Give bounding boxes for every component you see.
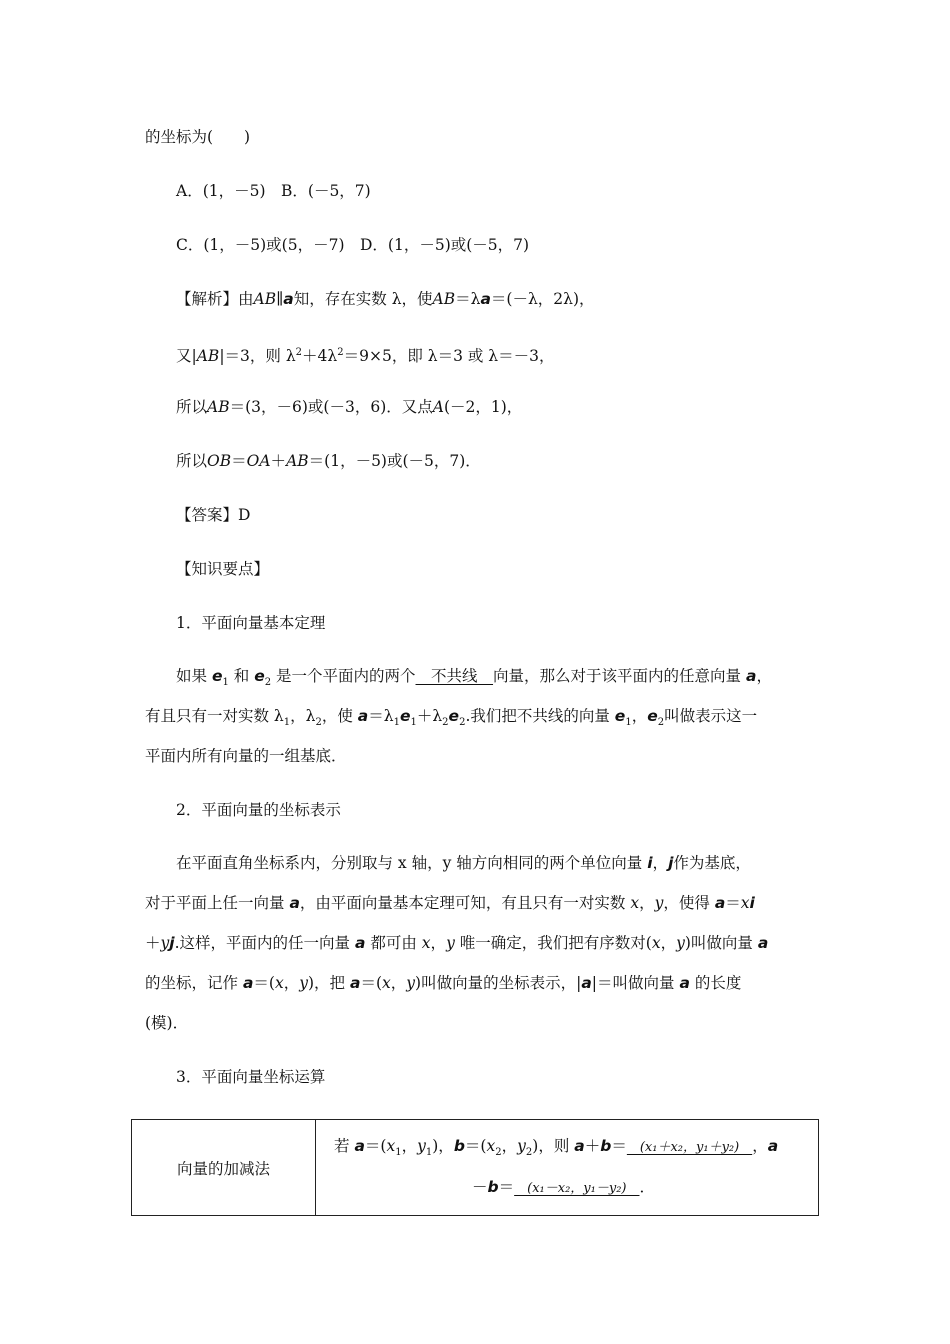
- section-2-line-2: [145, 893, 755, 913]
- text: ＋: [584, 1136, 601, 1155]
- text: 作为基底，: [673, 854, 751, 872]
- subscript: 2: [657, 717, 665, 729]
- var-y: y: [517, 1136, 526, 1155]
- text: ，: [631, 707, 648, 725]
- vector-ob: OB: [207, 452, 232, 470]
- table-line-2: [334, 1170, 800, 1206]
- vector-a: a: [679, 974, 690, 992]
- var-y: y: [654, 894, 664, 912]
- var-y: y: [676, 934, 685, 952]
- vector-b: b: [600, 1136, 612, 1155]
- text: 的坐标，记作: [145, 974, 243, 992]
- vector-a: a: [714, 894, 726, 912]
- text: 是一个平面内的两个: [271, 667, 416, 685]
- text: 叫做表示这一: [664, 707, 758, 725]
- vector-a: a: [757, 934, 769, 952]
- section-2-line-5: (模)．: [145, 1014, 189, 1032]
- vector-e: e: [614, 707, 626, 725]
- text: 若: [334, 1136, 355, 1155]
- section-1-title: 1．平面向量基本定理: [176, 614, 326, 632]
- var-x: x: [740, 894, 750, 912]
- fill-blank-noncollinear: 不共线: [415, 667, 494, 685]
- vector-ab: AB: [207, 398, 230, 416]
- options-a-b: A．(1，－5) B．(－5，7): [176, 182, 371, 200]
- text: ＝(: [464, 1136, 487, 1155]
- vector-e: e: [211, 667, 223, 685]
- var-y: y: [160, 934, 170, 952]
- unit-vector-i: i: [647, 854, 653, 872]
- vector-a: a: [767, 1136, 779, 1155]
- analysis-line-1: [176, 289, 595, 309]
- vector-a: a: [349, 974, 361, 992]
- row-content: [316, 1120, 819, 1216]
- subscript: 1: [625, 717, 632, 729]
- text: ，: [652, 854, 669, 872]
- text: 又|: [176, 347, 197, 366]
- subscript: 2: [264, 677, 272, 689]
- text: |＝叫做向量: [591, 974, 680, 992]
- vector-ab: AB: [286, 452, 309, 470]
- var-x: x: [274, 974, 284, 992]
- answer-line: [176, 505, 250, 525]
- question-stem-tail: 的坐标为( ): [145, 128, 251, 146]
- text: ＝(: [364, 1136, 387, 1155]
- vector-a: a: [354, 1136, 365, 1155]
- text: 所以: [176, 452, 208, 470]
- text: )，则: [532, 1136, 575, 1155]
- var-x: x: [486, 1136, 496, 1155]
- subscript: 1: [410, 717, 417, 729]
- text: ＋: [270, 452, 287, 470]
- text: ＝λ: [455, 290, 481, 308]
- var-y: y: [417, 1136, 426, 1155]
- vector-e: e: [448, 707, 460, 725]
- subscript: 2: [442, 717, 449, 729]
- answer-value: D: [238, 506, 251, 524]
- section-2-title: 2．平面向量的坐标表示: [176, 801, 341, 819]
- subscript: 2: [459, 717, 466, 729]
- subscript: 1: [283, 717, 291, 729]
- table-line-1: [334, 1129, 800, 1170]
- text: ，: [752, 1136, 768, 1155]
- text: ＋: [145, 934, 161, 952]
- section-1-line-1: [176, 666, 772, 693]
- text: 知，存在实数 λ，使: [293, 290, 433, 308]
- section-3-title: 3．平面向量坐标运算: [176, 1068, 326, 1086]
- text: ，: [501, 1136, 518, 1155]
- text: 如果: [176, 667, 212, 685]
- analysis-tag: 【解析】: [176, 290, 239, 308]
- section-1-line-3: 平面内所有向量的一组基底．: [145, 747, 347, 765]
- text: .我们把不共线的向量: [465, 707, 615, 725]
- text: ＝: [725, 894, 741, 912]
- var-y: y: [406, 974, 416, 992]
- text: ，: [639, 894, 655, 912]
- text: (－2，1)，: [443, 398, 523, 416]
- vector-a: a: [289, 894, 300, 912]
- text: ，由平面向量基本定理可知，有且只有一对实数: [299, 894, 631, 912]
- text: .这样，平面内的任一向量: [174, 934, 355, 952]
- vector-a: a: [283, 290, 294, 308]
- text: 对于平面上任一向量: [145, 894, 290, 912]
- text: ，使: [321, 707, 358, 725]
- text: )，: [432, 1136, 454, 1155]
- text: ，: [390, 974, 407, 992]
- text: ＝(1，－5)或(－5，7)．: [308, 452, 481, 470]
- text: ＋λ: [416, 707, 443, 725]
- analysis-line-3: [176, 397, 522, 417]
- var-y: y: [446, 934, 455, 952]
- unit-vector-j: j: [169, 934, 175, 952]
- vector-ab: AB: [432, 290, 456, 308]
- text: 在平面直角坐标系内，分别取与 x 轴，y 轴方向相同的两个单位向量: [176, 854, 648, 872]
- text: 唯一确定，我们把有序数对(: [454, 934, 652, 952]
- subscript: 2: [315, 717, 322, 729]
- text: 有且只有一对实数 λ: [145, 707, 284, 725]
- text: 都可由: [365, 934, 422, 952]
- text: ＝(: [253, 974, 275, 992]
- var-x: x: [386, 1136, 396, 1155]
- vector-b: b: [487, 1178, 499, 1197]
- text: ，使得: [663, 894, 715, 912]
- vector-e: e: [254, 667, 265, 685]
- vector-e: e: [647, 707, 658, 725]
- section-2-line-4: [145, 973, 741, 993]
- text: ，: [756, 667, 772, 685]
- unit-vector-i: i: [749, 894, 755, 912]
- text: －: [472, 1178, 488, 1197]
- text: )叫做向量的坐标表示，|: [415, 974, 582, 992]
- parallel-symbol: ∥: [276, 290, 284, 308]
- row-label-add-subtract: 向量的加减法: [132, 1120, 316, 1216]
- var-y: y: [299, 974, 308, 992]
- text: ，: [283, 974, 300, 992]
- vector-a: a: [354, 934, 366, 952]
- text: ．: [639, 1178, 655, 1197]
- vector-ab: AB: [196, 347, 220, 366]
- section-2-line-1: [176, 853, 751, 873]
- text: ，: [430, 934, 447, 952]
- vector-a: a: [480, 290, 491, 308]
- text: ＝: [611, 1136, 627, 1155]
- text: 由: [238, 290, 254, 308]
- table-row: [132, 1120, 819, 1216]
- superscript: 2: [337, 347, 344, 358]
- answer-tag: 【答案】: [176, 506, 239, 524]
- subscript: 1: [222, 677, 229, 689]
- text: ＝(: [360, 974, 383, 992]
- text: ＋4λ: [302, 347, 338, 366]
- vector-a: a: [745, 667, 757, 685]
- var-x: x: [651, 934, 661, 952]
- coordinate-operation-table: [131, 1119, 819, 1216]
- text: ＝9×5，即 λ＝3 或 λ＝－3，: [343, 347, 555, 366]
- unit-vector-j: j: [668, 854, 674, 872]
- text: 的长度: [689, 974, 742, 992]
- fill-blank-difference: (x₁－x₂，y₁－y₂): [514, 1181, 640, 1197]
- text: )叫做向量: [684, 934, 758, 952]
- vector-a: a: [357, 707, 369, 725]
- text: ＝λ: [368, 707, 394, 725]
- fill-blank-sum: (x₁＋x₂，y₁＋y₂): [626, 1139, 753, 1155]
- subscript: 2: [495, 1147, 502, 1159]
- text: ＝: [498, 1178, 515, 1197]
- section-1-line-2: [145, 706, 757, 733]
- section-2-line-3: [145, 933, 768, 953]
- vector-b: b: [453, 1136, 465, 1155]
- text: ＝(3，－6)或(－3，6)．又点: [229, 398, 433, 416]
- vector-oa: OA: [246, 452, 271, 470]
- var-x: x: [421, 934, 431, 952]
- subscript: 1: [425, 1147, 433, 1159]
- options-c-d: C．(1，－5)或(5，－7) D．(1，－5)或(－5，7): [176, 236, 530, 254]
- subscript: 2: [525, 1147, 533, 1159]
- var-x: x: [382, 974, 391, 992]
- analysis-line-2: [176, 343, 554, 366]
- subscript: 1: [393, 717, 400, 729]
- text: ＝: [231, 452, 247, 470]
- point-a: A: [432, 398, 444, 416]
- vector-a: a: [574, 1136, 585, 1155]
- vector-e: e: [399, 707, 411, 725]
- text: 和: [228, 667, 255, 685]
- superscript: 2: [295, 347, 303, 358]
- subscript: 1: [395, 1147, 402, 1159]
- text: ＝(－λ，2λ)，: [490, 290, 595, 308]
- text: 所以: [176, 398, 208, 416]
- text: ，: [660, 934, 677, 952]
- text: |＝3，则 λ: [219, 347, 296, 366]
- text: ，λ: [290, 707, 316, 725]
- analysis-line-4: [176, 451, 481, 471]
- vector-a: a: [242, 974, 254, 992]
- text: ，: [401, 1136, 418, 1155]
- vector-a: a: [581, 974, 592, 992]
- knowledge-heading: 【知识要点】: [176, 560, 270, 578]
- text: )，把: [308, 974, 350, 992]
- text: 向量，那么对于该平面内的任意向量: [493, 667, 746, 685]
- vector-ab: AB: [253, 290, 277, 308]
- var-x: x: [630, 894, 640, 912]
